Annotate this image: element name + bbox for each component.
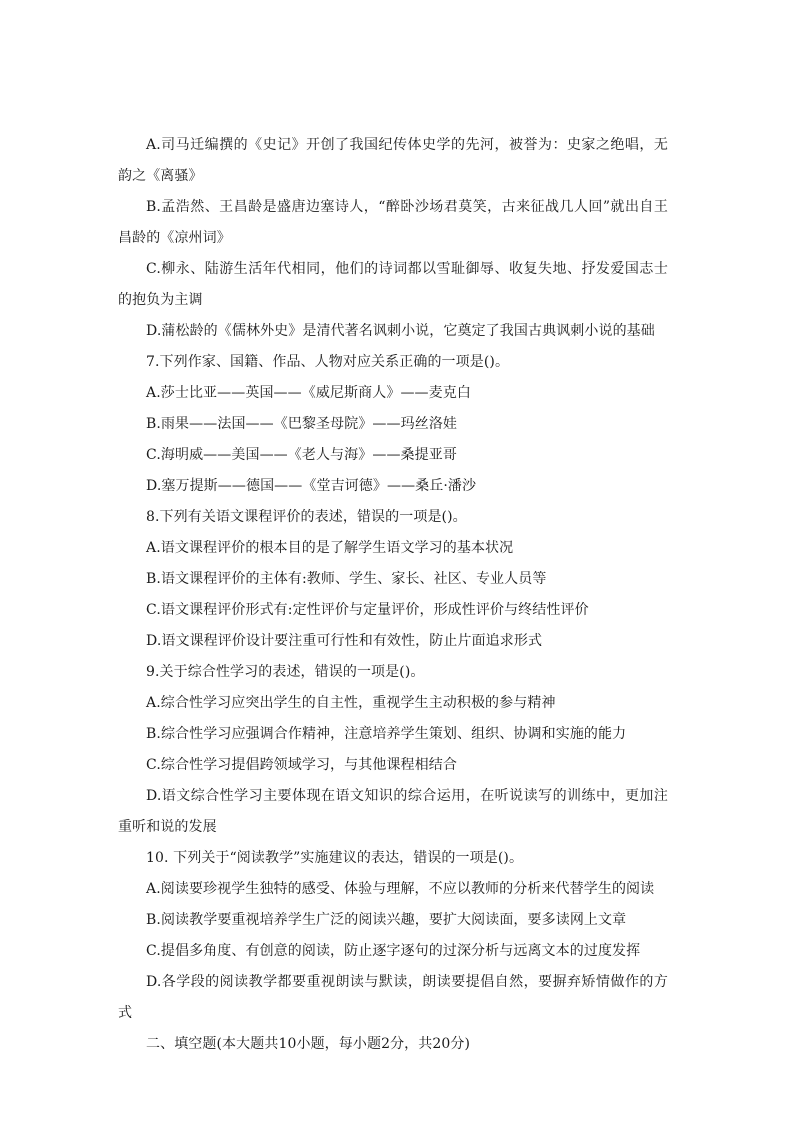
option-7b: B.雨果——法国——《巴黎圣母院》——玛丝洛娃	[146, 416, 458, 432]
option-9d: D.语文综合性学习主要体现在语文知识的综合运用，在听说读写的训练中，更加注重听和说的发展	[118, 788, 668, 835]
option-7a: A.莎士比亚——英国——《威尼斯商人》——麦克白	[146, 385, 471, 401]
option-7c: C.海明威——美国——《老人与海》——桑提亚哥	[146, 447, 457, 463]
option-9a: A.综合性学习应突出学生的自主性，重视学生主动积极的参与精神	[146, 695, 556, 711]
option-10a: A.阅读要珍视学生独特的感受、体验与理解，不应以教师的分析来代替学生的阅读	[146, 881, 655, 897]
option-10d: D.各学段的阅读教学都要重视朗读与默读，朗读要提倡自然，要摒弃矫情做作的方式	[118, 974, 668, 1021]
option-8d: D.语文课程评价设计要注重可行性和有效性，防止片面追求形式	[146, 633, 543, 649]
option-8c: C.语文课程评价形式有:定性评价与定量评价，形成性评价与终结性评价	[146, 602, 589, 618]
question-8: 8.下列有关语文课程评价的表述，错误的一项是()。	[146, 509, 467, 525]
question-9: 9.关于综合性学习的表述，错误的一项是()。	[146, 664, 425, 680]
option-6c: C.柳永、陆游生活年代相同，他们的诗词都以雪耻御辱、收复失地、抒发爱国志士的抱负为主调	[118, 261, 668, 308]
question-10: 10. 下列关于“阅读教学”实施建议的表达，错误的一项是()。	[146, 850, 524, 866]
option-8a: A.语文课程评价的根本目的是了解学生语文学习的基本状况	[146, 540, 514, 556]
option-6d: D.蒲松龄的《儒林外史》是清代著名讽刺小说，它奠定了我国古典讽刺小说的基础	[146, 323, 655, 339]
option-10c: C.提倡多角度、有创意的阅读，防止逐字逐句的过深分析与远离文本的过度发挥	[146, 943, 641, 959]
option-6a: A.司马迁编撰的《史记》开创了我国纪传体史学的先河，被誉为：史家之绝唱，无韵之《离骚》	[118, 137, 668, 184]
option-6b: B.孟浩然、王昌龄是盛唐边塞诗人，“醉卧沙场君莫笑，古来征战几人回”就出自王昌龄的《凉州词》	[118, 199, 668, 246]
document-body	[118, 130, 668, 1060]
option-8b: B.语文课程评价的主体有:教师、学生、家长、社区、专业人员等	[146, 571, 547, 587]
option-9b: B.综合性学习应强调合作精神，注意培养学生策划、组织、协调和实施的能力	[146, 726, 627, 742]
option-9c: C.综合性学习提倡跨领域学习，与其他课程相结合	[146, 757, 457, 773]
option-10b: B.阅读教学要重视培养学生广泛的阅读兴趣，要扩大阅读面，要多读网上文章	[146, 912, 627, 928]
section-heading-fill-in: 二、填空题(本大题共10小题，每小题2分，共20分)	[146, 1036, 471, 1052]
option-7d: D.塞万提斯——德国——《堂吉诃德》——桑丘·潘沙	[146, 478, 477, 494]
question-7: 7.下列作家、国籍、作品、人物对应关系正确的一项是()。	[146, 354, 510, 370]
